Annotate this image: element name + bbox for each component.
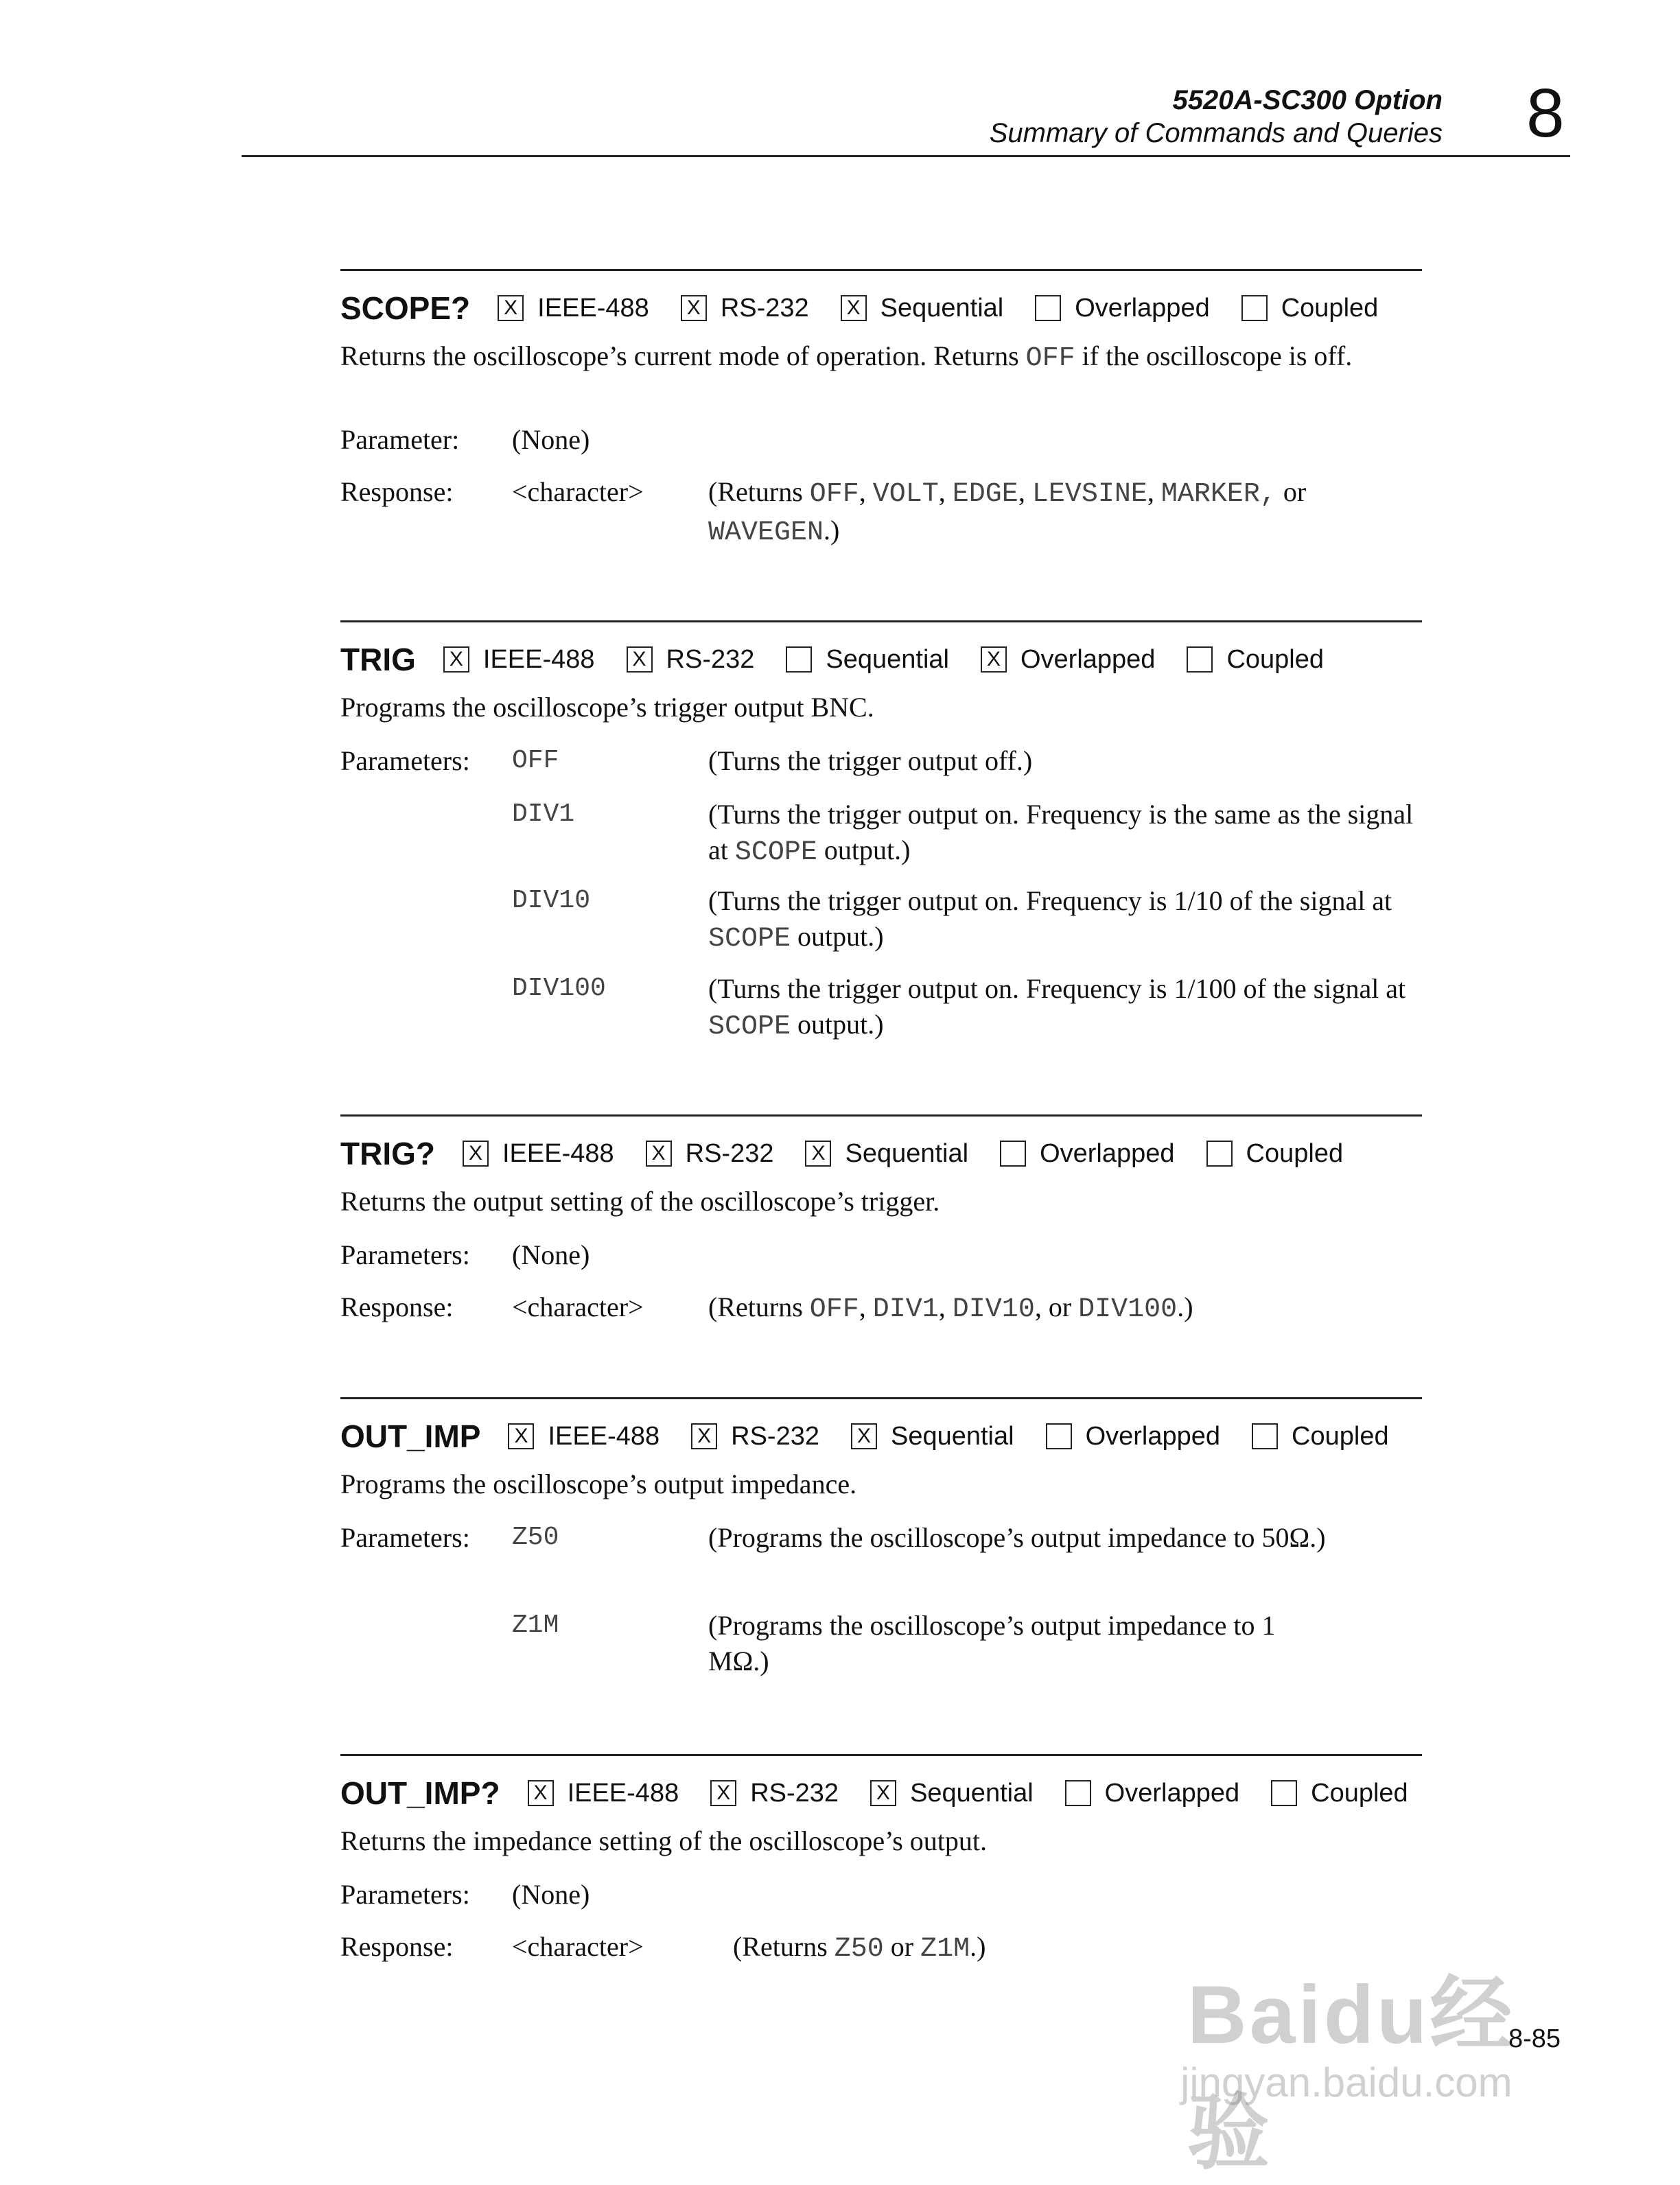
parameter-name: Z1M xyxy=(512,1611,559,1640)
flag-ieee488 xyxy=(528,1779,679,1808)
flag-label: Coupled xyxy=(1246,1138,1344,1168)
command-name: OUT_IMP? xyxy=(340,1775,500,1811)
parameter-name: DIV1 xyxy=(512,799,575,829)
checkbox: X xyxy=(508,1423,534,1449)
parameter-value: (None) xyxy=(512,424,590,455)
parameter-label: Parameters: xyxy=(340,1879,470,1910)
flag-label: RS-232 xyxy=(750,1778,839,1808)
response-label: Response: xyxy=(340,1931,454,1962)
flag-label: RS-232 xyxy=(666,644,755,674)
flag-label: Overlapped xyxy=(1104,1778,1240,1808)
command-description: Returns the output setting of the oscilloscope’s trigger. xyxy=(340,1186,940,1217)
header-rule xyxy=(242,155,1570,157)
command-line xyxy=(340,1416,1421,1457)
response-type: <character> xyxy=(512,1931,644,1962)
checkbox xyxy=(1271,1780,1297,1806)
flag-label: Overlapped xyxy=(1040,1138,1175,1168)
checkbox xyxy=(1241,295,1268,321)
flag-sequential xyxy=(841,294,1004,323)
command-description xyxy=(340,338,1422,377)
checkbox: X xyxy=(528,1780,554,1806)
parameter-row xyxy=(340,1520,1326,1556)
checkbox: X xyxy=(443,646,469,673)
response-description: (Returns OFF, DIV1, DIV10, or DIV100.) xyxy=(708,1292,1193,1325)
flag-overlapped xyxy=(1046,1422,1220,1451)
checkbox xyxy=(1187,646,1213,673)
flag-rs232 xyxy=(627,645,755,675)
parameter-row xyxy=(340,743,1033,779)
checkbox: X xyxy=(463,1141,489,1167)
parameter-description: (Turns the trigger output on. Frequency is 1/100 of the signal at SCOPE output.) xyxy=(708,973,1406,1042)
flag-label: IEEE-488 xyxy=(482,644,595,674)
parameter-label: Parameter: xyxy=(340,424,460,455)
command-description: Programs the oscilloscope’s trigger output BNC. xyxy=(340,692,874,723)
baidu-watermark xyxy=(1167,1894,1578,2179)
command-line xyxy=(340,1773,1440,1814)
desc-text: Returns the oscilloscope’s current mode of operation. Returns xyxy=(340,340,1026,371)
checkbox xyxy=(1000,1141,1026,1167)
header-subtitle: Summary of Commands and Queries xyxy=(989,118,1443,148)
flag-label: RS-232 xyxy=(731,1421,819,1451)
header-title: 5520A-SC300 Option xyxy=(1172,85,1443,115)
response-row xyxy=(340,1929,986,1965)
checkbox xyxy=(1065,1780,1091,1806)
response-description: (Returns Z50 or Z1M.) xyxy=(733,1931,986,1965)
checkbox: X xyxy=(841,295,867,321)
parameter-name: Z50 xyxy=(512,1523,559,1552)
flag-label: Sequential xyxy=(910,1778,1034,1808)
flag-ieee488 xyxy=(508,1422,660,1451)
flag-rs232 xyxy=(691,1422,819,1451)
flag-coupled xyxy=(1241,294,1379,323)
parameter-label: Parameters: xyxy=(340,1522,470,1553)
flag-sequential xyxy=(805,1139,968,1169)
flag-label: Coupled xyxy=(1292,1421,1389,1451)
flag-overlapped xyxy=(1065,1779,1239,1808)
flag-label: Sequential xyxy=(890,1421,1014,1451)
parameter-value: (None) xyxy=(512,1879,590,1910)
section-trig xyxy=(340,620,1422,1042)
checkbox: X xyxy=(870,1780,896,1806)
flag-label: RS-232 xyxy=(720,293,809,323)
watermark-main: Baidu经验 xyxy=(1187,1969,1515,2179)
flag-ieee488 xyxy=(463,1139,614,1169)
running-header xyxy=(990,84,1443,150)
flag-coupled xyxy=(1271,1779,1408,1808)
flag-label: Coupled xyxy=(1311,1778,1408,1808)
section-out-imp xyxy=(340,1397,1422,1715)
parameter-description: (Turns the trigger output off.) xyxy=(708,745,1033,776)
command-description: Programs the oscilloscope’s output impedance. xyxy=(340,1469,857,1499)
parameter-label: Parameters: xyxy=(340,1239,470,1270)
flag-label: Coupled xyxy=(1226,644,1325,674)
checkbox: X xyxy=(981,646,1007,673)
flag-label: IEEE-488 xyxy=(502,1138,614,1168)
parameter-description: (Programs the oscilloscope’s output impedance to 1 MΩ.) xyxy=(708,1610,1276,1676)
checkbox xyxy=(1252,1423,1278,1449)
command-line xyxy=(340,1133,1375,1174)
checkbox xyxy=(1206,1141,1233,1167)
command-name: TRIG? xyxy=(340,1136,435,1171)
flag-label: Overlapped xyxy=(1085,1421,1221,1451)
flag-coupled xyxy=(1206,1139,1344,1169)
section-scope-query xyxy=(340,269,1422,566)
flag-label: IEEE-488 xyxy=(548,1421,660,1451)
checkbox: X xyxy=(691,1423,717,1449)
parameter-value: (None) xyxy=(512,1239,590,1270)
parameter-description: (Turns the trigger output on. Frequency is 1/10 of the signal at SCOPE output.) xyxy=(708,885,1392,955)
checkbox: X xyxy=(710,1780,736,1806)
parameter-row xyxy=(340,1877,590,1913)
flag-label: Coupled xyxy=(1281,293,1379,323)
command-line xyxy=(340,639,1355,680)
response-label: Response: xyxy=(340,476,454,507)
parameter-description: (Programs the oscilloscope’s output impedance to 50Ω.) xyxy=(708,1522,1326,1553)
flag-label: IEEE-488 xyxy=(537,293,649,323)
command-name: OUT_IMP xyxy=(340,1418,481,1454)
chapter-number: 8 xyxy=(1526,75,1565,152)
flag-overlapped xyxy=(981,645,1155,675)
desc-code: OFF xyxy=(1025,343,1075,374)
flag-label: Sequential xyxy=(826,644,949,674)
parameter-row xyxy=(340,1237,590,1273)
response-row xyxy=(340,1289,1193,1325)
checkbox: X xyxy=(498,295,524,321)
parameter-row xyxy=(340,422,590,458)
command-description: Returns the impedance setting of the oscilloscope’s output. xyxy=(340,1825,988,1856)
response-label: Response: xyxy=(340,1292,454,1322)
command-line xyxy=(340,288,1410,329)
flag-sequential xyxy=(851,1422,1014,1451)
checkbox: X xyxy=(681,295,707,321)
section-trig-query xyxy=(340,1114,1422,1350)
parameter-name: DIV100 xyxy=(512,974,606,1003)
checkbox: X xyxy=(851,1423,877,1449)
flag-label: Sequential xyxy=(845,1138,969,1168)
flag-ieee488 xyxy=(498,294,649,323)
flag-rs232 xyxy=(681,294,809,323)
flag-label: Sequential xyxy=(880,293,1004,323)
page-number: 8-85 xyxy=(1508,2024,1561,2053)
checkbox xyxy=(1035,295,1061,321)
response-type: <character> xyxy=(512,476,644,507)
response-type: <character> xyxy=(512,1292,644,1322)
flag-coupled xyxy=(1187,645,1324,675)
command-name: TRIG xyxy=(340,642,416,677)
flag-label: Overlapped xyxy=(1020,644,1156,674)
flag-label: Overlapped xyxy=(1075,293,1210,323)
desc-text: if the oscilloscope is off. xyxy=(1075,340,1353,371)
flag-sequential xyxy=(870,1779,1034,1808)
checkbox: X xyxy=(646,1141,672,1167)
flag-rs232 xyxy=(646,1139,774,1169)
parameter-label: Parameters: xyxy=(340,745,470,776)
checkbox: X xyxy=(627,646,653,673)
flag-label: IEEE-488 xyxy=(567,1778,679,1808)
flag-sequential xyxy=(786,645,949,675)
flag-overlapped xyxy=(1035,294,1209,323)
flag-ieee488 xyxy=(443,645,595,675)
parameter-name: DIV10 xyxy=(512,886,591,915)
flag-overlapped xyxy=(1000,1139,1174,1169)
parameter-description: (Turns the trigger output on. Frequency is the same as the signal at SCOPE output.) xyxy=(708,799,1414,868)
flag-rs232 xyxy=(710,1779,839,1808)
watermark-url: jingyan.baidu.com xyxy=(1180,2059,1513,2105)
response-row xyxy=(340,474,1307,548)
checkbox: X xyxy=(805,1141,831,1167)
response-description: (Returns OFF, VOLT, EDGE, LEVSINE, MARKER, or WAVEGEN.) xyxy=(708,476,1307,548)
checkbox xyxy=(1046,1423,1072,1449)
command-name: SCOPE? xyxy=(340,290,471,326)
flag-coupled xyxy=(1252,1422,1389,1451)
checkbox xyxy=(786,646,812,673)
parameter-name: OFF xyxy=(512,746,559,775)
flag-label: RS-232 xyxy=(685,1138,774,1168)
